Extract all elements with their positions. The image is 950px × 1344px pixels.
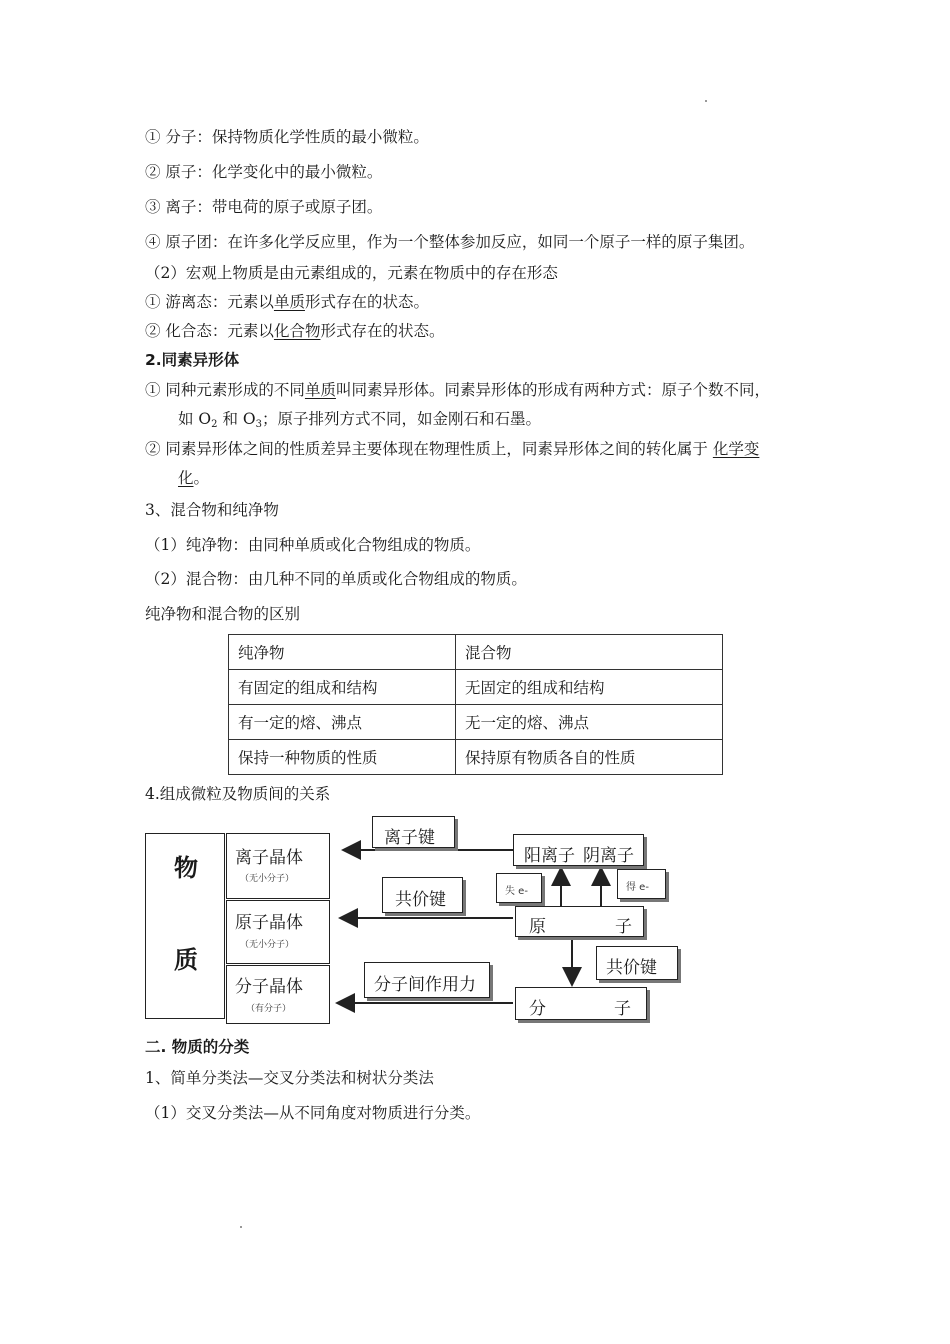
difference-answer-part1: 化学变 xyxy=(712,440,760,458)
ionic-bond-label: 离子键 xyxy=(384,828,435,848)
substance-label-2: 质 xyxy=(174,946,198,974)
molecular-crystal-note: （有分子） xyxy=(246,1004,292,1014)
cross-classification-line: （1）交叉分类法—从不同角度对物质进行分类。 xyxy=(145,1104,481,1122)
subscript-2: 2 xyxy=(211,419,218,430)
combined-state-text: ② 化合态：元素以 xyxy=(145,322,274,340)
ionic-crystal-label: 离子晶体 xyxy=(235,848,303,868)
atomic-crystal-label: 原子晶体 xyxy=(235,913,303,933)
simple-classification-line: 1、简单分类法—交叉分类法和树状分类法 xyxy=(145,1069,434,1087)
section-mixture-heading: 3、混合物和纯净物 xyxy=(145,501,279,519)
ion-definition: ③ 离子：带电荷的原子或原子团。 xyxy=(145,198,383,216)
atom-definition: ② 原子：化学变化中的最小微粒。 xyxy=(145,163,383,181)
atom-label-b: 子 xyxy=(615,917,632,937)
difference-text: ② 同素异形体之间的性质差异主要体现在物理性质上，同素异形体之间的转化属于 xyxy=(145,440,713,458)
table-cell: 纯净物 xyxy=(229,635,456,670)
combined-state-tail: 形式存在的状态。 xyxy=(320,322,445,340)
atomic-crystal-note: （无小分子） xyxy=(240,940,295,950)
example-o3-text: 和 O xyxy=(217,410,256,428)
molecule-definition: ① 分子：保持物质化学性质的最小微粒。 xyxy=(145,128,429,146)
table-cell: 混合物 xyxy=(456,635,723,670)
covalent-bond-label: 共价键 xyxy=(395,890,446,910)
comparison-caption: 纯净物和混合物的区别 xyxy=(145,605,301,623)
cation-label: 阳离子 xyxy=(524,846,575,866)
gain-electron-label: 得 e- xyxy=(626,882,649,893)
section-allotrope-heading: 2.同素异形体 xyxy=(145,351,240,369)
lose-electron-label: 失 e- xyxy=(505,886,528,897)
example-tail: ；原子排列方式不同，如金刚石和石墨。 xyxy=(261,410,541,428)
section-relation-heading: 4.组成微粒及物质间的关系 xyxy=(145,785,331,803)
molecule-label-b: 子 xyxy=(614,999,631,1019)
molecule-label-a: 分 xyxy=(529,999,546,1019)
difference-tail: 。 xyxy=(193,469,210,487)
pure-substance-definition: （1）纯净物：由同种单质或化合物组成的物质。 xyxy=(145,536,481,554)
allotrope-text: ① 同种元素形成的不同 xyxy=(145,381,305,399)
table-cell: 无固定的组成和结构 xyxy=(456,670,723,705)
mixture-definition: （2）混合物：由几种不同的单质或化合物组成的物质。 xyxy=(145,570,527,588)
table-cell: 有固定的组成和结构 xyxy=(229,670,456,705)
ionic-crystal-note: （无小分子） xyxy=(240,874,295,884)
intermolecular-force-label: 分子间作用力 xyxy=(374,975,476,995)
difference-answer-part2: 化 xyxy=(178,469,194,487)
covalent-bond-label-2: 共价键 xyxy=(606,958,657,978)
atomic-group-definition: ④ 原子团：在许多化学反应里，作为一个整体参加反应，如同一个原子一样的原子集团。 xyxy=(145,233,755,251)
free-state-answer: 单质 xyxy=(273,293,305,311)
free-state-tail: 形式存在的状态。 xyxy=(304,293,429,311)
combined-state-answer: 化合物 xyxy=(273,322,321,340)
table-cell: 无一定的熔、沸点 xyxy=(456,705,723,740)
anion-label: 阴离子 xyxy=(583,846,634,866)
atom-label-a: 原 xyxy=(529,917,546,937)
allotrope-tail: 叫同素异形体。同素异形体的形成有两种方式：原子个数不同， xyxy=(335,381,770,399)
substance-label-1: 物 xyxy=(174,854,198,882)
table-cell: 保持一种物质的性质 xyxy=(229,740,456,775)
subscript-3: 3 xyxy=(255,419,262,430)
molecular-crystal-label: 分子晶体 xyxy=(235,977,303,997)
macro-view-heading: （2）宏观上物质是由元素组成的，元素在物质中的存在形态 xyxy=(145,264,558,282)
example-o2-text: 如 O xyxy=(178,410,212,428)
section-classification-heading: 二. 物质的分类 xyxy=(145,1038,250,1056)
free-state-text: ① 游离态：元素以 xyxy=(145,293,274,311)
table-cell: 保持原有物质各自的性质 xyxy=(456,740,723,775)
allotrope-answer: 单质 xyxy=(304,381,336,399)
table-cell: 有一定的熔、沸点 xyxy=(229,705,456,740)
